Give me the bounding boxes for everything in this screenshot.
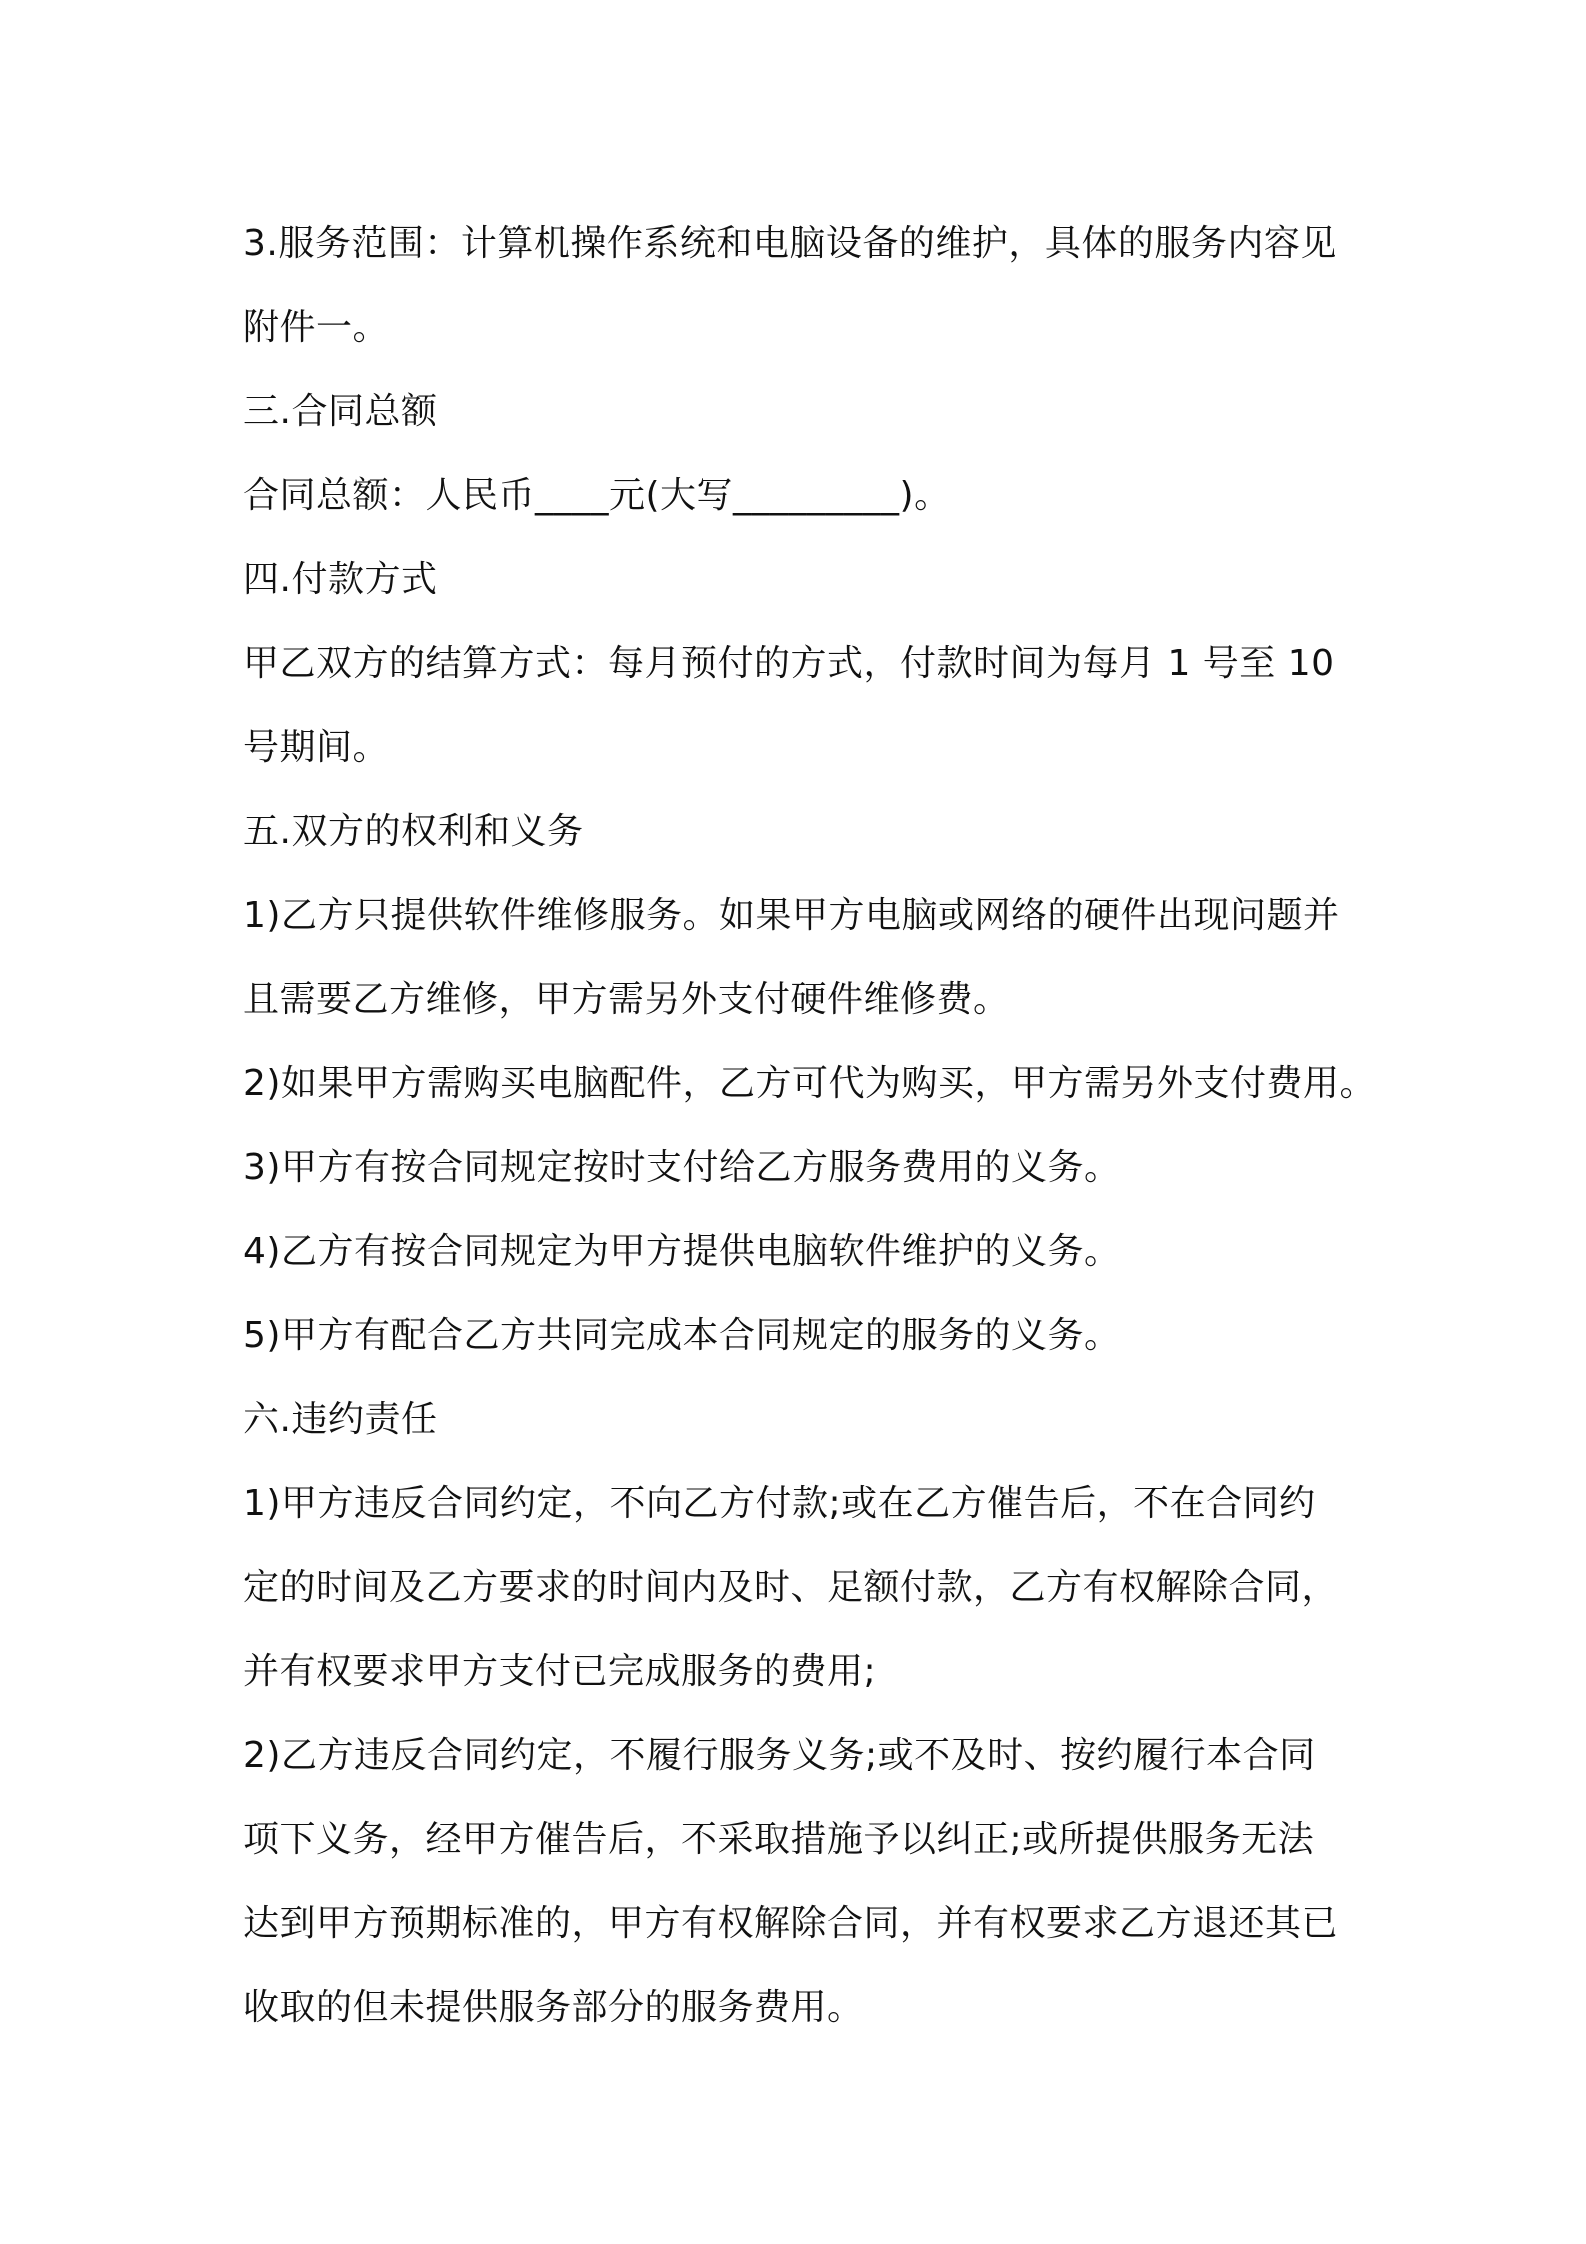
breach-1-line-3: 并有权要求甲方支付已完成服务的费用; bbox=[243, 1651, 877, 1692]
breach-2-line-4: 收取的但未提供服务部分的服务费用。 bbox=[243, 1987, 864, 2028]
section-heading-rights-obligations: 五.双方的权利和义务 bbox=[243, 811, 584, 852]
obligation-2-line: 2)如果甲方需购买电脑配件，乙方可代为购买，甲方需另外支付费用。 bbox=[243, 1063, 1376, 1104]
breach-2-line-1: 2)乙方违反合同约定，不履行服务义务;或不及时、按约履行本合同 bbox=[243, 1735, 1316, 1776]
breach-1-line-2: 定的时间及乙方要求的时间内及时、足额付款，乙方有权解除合同， bbox=[243, 1567, 1339, 1608]
obligation-1-line-1: 1)乙方只提供软件维修服务。如果甲方电脑或网络的硬件出现问题并 bbox=[243, 895, 1340, 936]
breach-1-line-1: 1)甲方违反合同约定，不向乙方付款;或在乙方催告后，不在合同约 bbox=[243, 1483, 1316, 1524]
service-scope-line-2: 附件一。 bbox=[243, 307, 390, 348]
section-heading-breach-liability: 六.违约责任 bbox=[243, 1399, 438, 1440]
obligation-4-line: 4)乙方有按合同规定为甲方提供电脑软件维护的义务。 bbox=[243, 1231, 1121, 1272]
obligation-1-line-2: 且需要乙方维修，甲方需另外支付硬件维修费。 bbox=[243, 979, 1010, 1020]
obligation-5-line: 5)甲方有配合乙方共同完成本合同规定的服务的义务。 bbox=[243, 1315, 1121, 1356]
section-heading-contract-total: 三.合同总额 bbox=[243, 391, 438, 432]
document-body bbox=[243, 202, 1376, 2050]
payment-method-line-2: 号期间。 bbox=[243, 727, 390, 768]
contract-total-line: 合同总额：人民币____元(大写_________)。 bbox=[243, 475, 951, 516]
breach-2-line-3: 达到甲方预期标准的，甲方有权解除合同，并有权要求乙方退还其已 bbox=[243, 1903, 1339, 1944]
section-heading-payment-method: 四.付款方式 bbox=[243, 559, 438, 600]
breach-2-line-2: 项下义务，经甲方催告后，不采取措施予以纠正;或所提供服务无法 bbox=[243, 1819, 1315, 1860]
service-scope-line-1: 3.服务范围：计算机操作系统和电脑设备的维护，具体的服务内容见 bbox=[243, 223, 1337, 264]
obligation-3-line: 3)甲方有按合同规定按时支付给乙方服务费用的义务。 bbox=[243, 1147, 1121, 1188]
payment-method-line-1: 甲乙双方的结算方式：每月预付的方式，付款时间为每月 1 号至 10 bbox=[243, 643, 1335, 684]
